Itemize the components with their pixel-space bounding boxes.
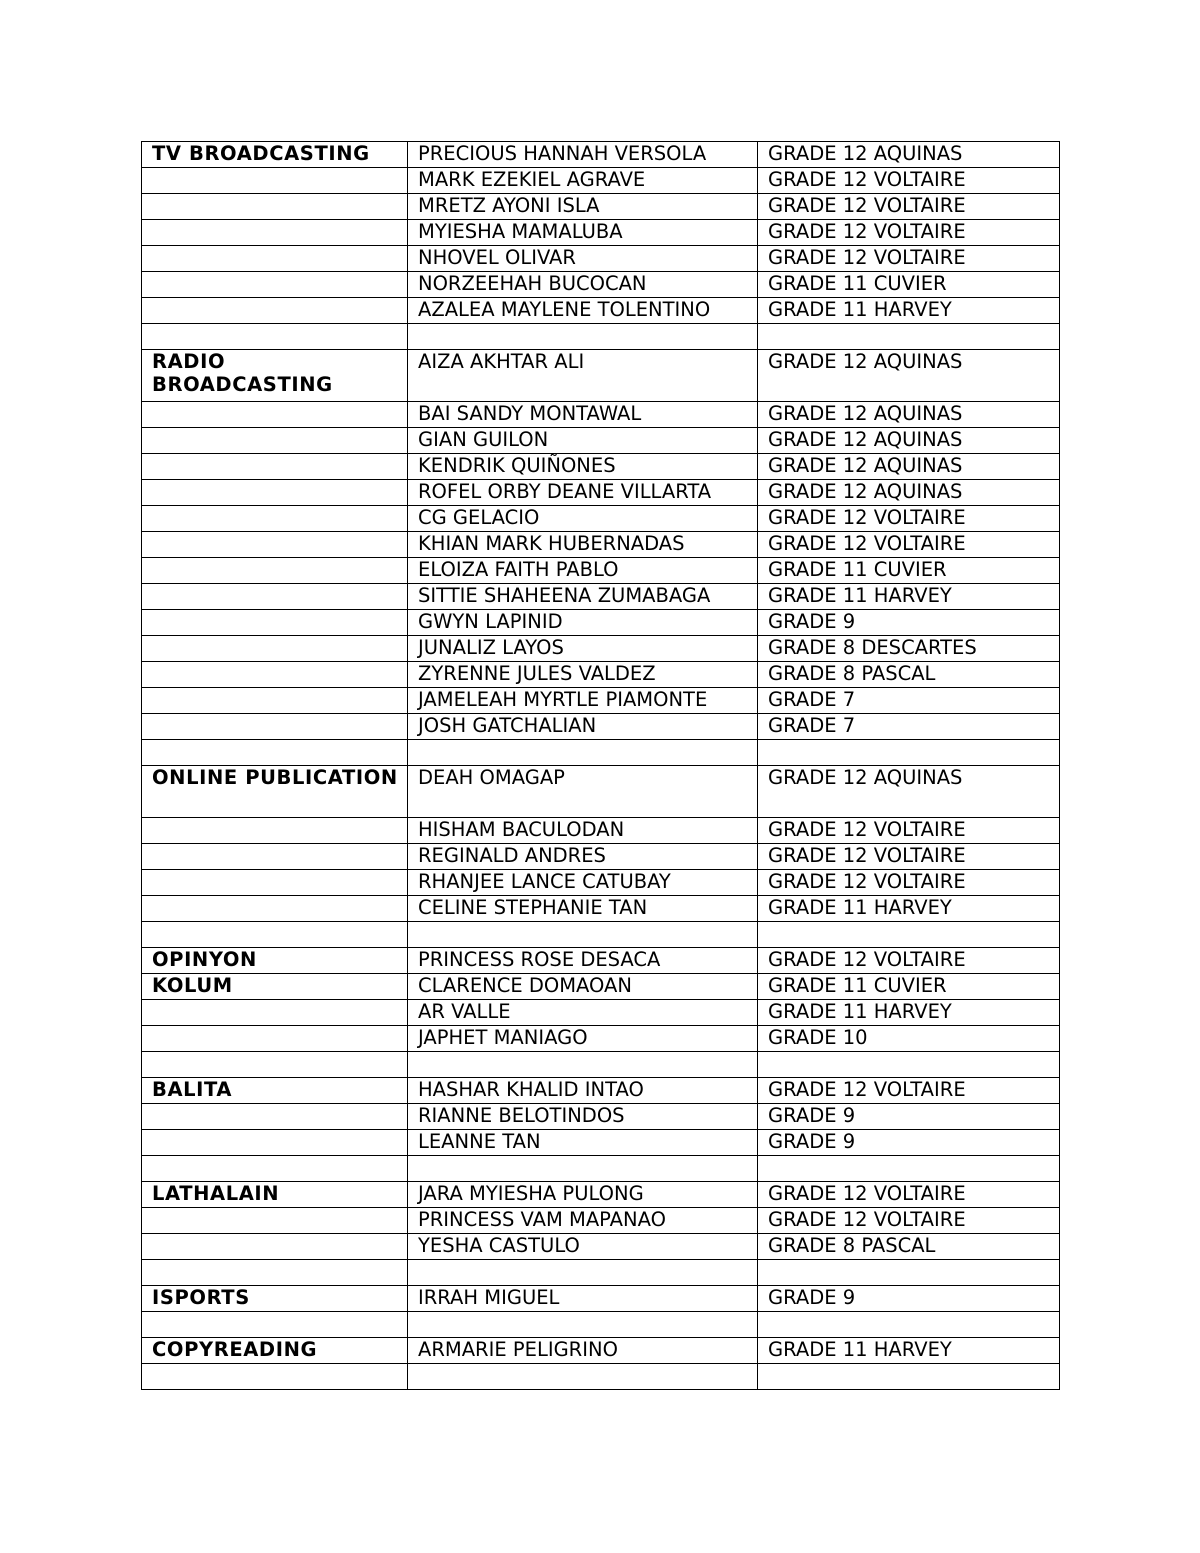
name-cell: PRINCESS ROSE DESACA: [408, 948, 758, 974]
table-row: [142, 220, 1060, 246]
table-row: [142, 766, 1060, 818]
table-row: [142, 142, 1060, 168]
category-cell: [142, 1312, 408, 1338]
table-row: [142, 402, 1060, 428]
category-cell: BALITA: [142, 1078, 408, 1104]
table-row: [142, 870, 1060, 896]
grade-cell: GRADE 9: [758, 610, 1060, 636]
grade-cell: GRADE 12 VOLTAIRE: [758, 1182, 1060, 1208]
grade-cell: GRADE 11 CUVIER: [758, 272, 1060, 298]
category-cell: [142, 714, 408, 740]
grade-cell: GRADE 12 VOLTAIRE: [758, 532, 1060, 558]
category-cell: [142, 636, 408, 662]
name-cell: [408, 740, 758, 766]
grade-cell: [758, 324, 1060, 350]
category-cell: [142, 688, 408, 714]
table-row: [142, 454, 1060, 480]
grade-cell: GRADE 12 VOLTAIRE: [758, 818, 1060, 844]
grade-cell: GRADE 7: [758, 714, 1060, 740]
category-cell: [142, 428, 408, 454]
table-row: [142, 584, 1060, 610]
table-row: [142, 298, 1060, 324]
name-cell: MYIESHA MAMALUBA: [408, 220, 758, 246]
category-cell: [142, 558, 408, 584]
table-row: [142, 818, 1060, 844]
grade-cell: GRADE 12 AQUINAS: [758, 142, 1060, 168]
name-cell: YESHA CASTULO: [408, 1234, 758, 1260]
table-row: [142, 246, 1060, 272]
grade-cell: GRADE 12 VOLTAIRE: [758, 220, 1060, 246]
category-cell: [142, 272, 408, 298]
name-cell: JARA MYIESHA PULONG: [408, 1182, 758, 1208]
name-cell: PRECIOUS HANNAH VERSOLA: [408, 142, 758, 168]
table-row: [142, 1182, 1060, 1208]
table-row: [142, 1026, 1060, 1052]
name-cell: BAI SANDY MONTAWAL: [408, 402, 758, 428]
grade-cell: [758, 1052, 1060, 1078]
grade-cell: GRADE 12 AQUINAS: [758, 480, 1060, 506]
table-row: [142, 168, 1060, 194]
category-cell: [142, 1026, 408, 1052]
name-cell: HASHAR KHALID INTAO: [408, 1078, 758, 1104]
name-cell: RIANNE BELOTINDOS: [408, 1104, 758, 1130]
name-cell: CLARENCE DOMAOAN: [408, 974, 758, 1000]
grade-cell: GRADE 11 CUVIER: [758, 974, 1060, 1000]
category-cell: [142, 1130, 408, 1156]
category-cell: [142, 1234, 408, 1260]
grade-cell: GRADE 12 VOLTAIRE: [758, 168, 1060, 194]
table-row: [142, 948, 1060, 974]
category-cell: [142, 480, 408, 506]
table-row: [142, 714, 1060, 740]
table-row: [142, 194, 1060, 220]
name-cell: [408, 324, 758, 350]
grade-cell: GRADE 11 HARVEY: [758, 1000, 1060, 1026]
category-cell: [142, 1364, 408, 1390]
grade-cell: GRADE 8 PASCAL: [758, 1234, 1060, 1260]
grade-cell: GRADE 12 VOLTAIRE: [758, 1078, 1060, 1104]
grade-cell: GRADE 10: [758, 1026, 1060, 1052]
name-cell: ELOIZA FAITH PABLO: [408, 558, 758, 584]
grade-cell: GRADE 12 VOLTAIRE: [758, 1208, 1060, 1234]
grade-cell: GRADE 12 VOLTAIRE: [758, 506, 1060, 532]
table-row: [142, 1234, 1060, 1260]
name-cell: KENDRIK QUIÑONES: [408, 454, 758, 480]
category-cell: [142, 818, 408, 844]
table-row: [142, 1156, 1060, 1182]
table-row: [142, 662, 1060, 688]
table-row: [142, 1000, 1060, 1026]
name-cell: GIAN GUILON: [408, 428, 758, 454]
table-row: [142, 324, 1060, 350]
grade-cell: GRADE 12 AQUINAS: [758, 428, 1060, 454]
category-cell: TV BROADCASTING: [142, 142, 408, 168]
name-cell: CG GELACIO: [408, 506, 758, 532]
name-cell: ROFEL ORBY DEANE VILLARTA: [408, 480, 758, 506]
category-cell: LATHALAIN: [142, 1182, 408, 1208]
table-row: [142, 1104, 1060, 1130]
category-cell: [142, 246, 408, 272]
category-cell: [142, 1208, 408, 1234]
name-cell: SITTIE SHAHEENA ZUMABAGA: [408, 584, 758, 610]
category-cell: [142, 454, 408, 480]
category-cell: [142, 610, 408, 636]
table-row: [142, 480, 1060, 506]
grade-cell: GRADE 12 VOLTAIRE: [758, 948, 1060, 974]
category-cell: [142, 194, 408, 220]
category-cell: ONLINE PUBLICATION: [142, 766, 408, 818]
category-cell: [142, 1156, 408, 1182]
table-row: [142, 610, 1060, 636]
grade-cell: GRADE 9: [758, 1130, 1060, 1156]
name-cell: JAPHET MANIAGO: [408, 1026, 758, 1052]
grade-cell: [758, 922, 1060, 948]
roster-table: [141, 141, 1060, 1390]
name-cell: NHOVEL OLIVAR: [408, 246, 758, 272]
name-cell: [408, 922, 758, 948]
grade-cell: [758, 1312, 1060, 1338]
table-row: [142, 1338, 1060, 1364]
category-cell: [142, 1052, 408, 1078]
grade-cell: GRADE 12 AQUINAS: [758, 766, 1060, 818]
name-cell: REGINALD ANDRES: [408, 844, 758, 870]
table-row: [142, 506, 1060, 532]
category-cell: [142, 922, 408, 948]
name-cell: PRINCESS VAM MAPANAO: [408, 1208, 758, 1234]
table-row: [142, 636, 1060, 662]
name-cell: DEAH OMAGAP: [408, 766, 758, 818]
category-cell: [142, 584, 408, 610]
name-cell: MARK EZEKIEL AGRAVE: [408, 168, 758, 194]
table-row: [142, 272, 1060, 298]
name-cell: AZALEA MAYLENE TOLENTINO: [408, 298, 758, 324]
grade-cell: GRADE 11 HARVEY: [758, 584, 1060, 610]
name-cell: LEANNE TAN: [408, 1130, 758, 1156]
category-cell: [142, 870, 408, 896]
grade-cell: [758, 1260, 1060, 1286]
category-cell: [142, 324, 408, 350]
category-cell: [142, 662, 408, 688]
category-cell: [142, 506, 408, 532]
name-cell: JOSH GATCHALIAN: [408, 714, 758, 740]
table-row: [142, 1208, 1060, 1234]
name-cell: KHIAN MARK HUBERNADAS: [408, 532, 758, 558]
name-cell: JAMELEAH MYRTLE PIAMONTE: [408, 688, 758, 714]
table-row: [142, 1052, 1060, 1078]
table-row: [142, 688, 1060, 714]
grade-cell: GRADE 11 HARVEY: [758, 896, 1060, 922]
category-cell: [142, 1104, 408, 1130]
grade-cell: [758, 1364, 1060, 1390]
category-cell: [142, 220, 408, 246]
category-cell: [142, 298, 408, 324]
grade-cell: GRADE 8 DESCARTES: [758, 636, 1060, 662]
table-row: [142, 740, 1060, 766]
name-cell: MRETZ AYONI ISLA: [408, 194, 758, 220]
category-cell: [142, 168, 408, 194]
category-cell: KOLUM: [142, 974, 408, 1000]
name-cell: [408, 1052, 758, 1078]
grade-cell: GRADE 8 PASCAL: [758, 662, 1060, 688]
grade-cell: GRADE 11 HARVEY: [758, 298, 1060, 324]
grade-cell: GRADE 11 CUVIER: [758, 558, 1060, 584]
category-cell: [142, 896, 408, 922]
table-row: [142, 1312, 1060, 1338]
name-cell: NORZEEHAH BUCOCAN: [408, 272, 758, 298]
table-row: [142, 922, 1060, 948]
category-cell: [142, 1260, 408, 1286]
grade-cell: GRADE 12 VOLTAIRE: [758, 844, 1060, 870]
category-cell: ISPORTS: [142, 1286, 408, 1312]
grade-cell: GRADE 12 AQUINAS: [758, 402, 1060, 428]
category-cell: [142, 844, 408, 870]
grade-cell: GRADE 11 HARVEY: [758, 1338, 1060, 1364]
table-row: [142, 1364, 1060, 1390]
grade-cell: GRADE 12 AQUINAS: [758, 454, 1060, 480]
category-cell: [142, 740, 408, 766]
table-row: [142, 844, 1060, 870]
category-cell: [142, 532, 408, 558]
grade-cell: GRADE 12 VOLTAIRE: [758, 870, 1060, 896]
grade-cell: GRADE 12 VOLTAIRE: [758, 194, 1060, 220]
grade-cell: [758, 1156, 1060, 1182]
name-cell: AR VALLE: [408, 1000, 758, 1026]
grade-cell: GRADE 12 VOLTAIRE: [758, 246, 1060, 272]
name-cell: [408, 1156, 758, 1182]
table-row: [142, 350, 1060, 402]
table-row: [142, 1130, 1060, 1156]
name-cell: ZYRENNE JULES VALDEZ: [408, 662, 758, 688]
name-cell: [408, 1260, 758, 1286]
grade-cell: GRADE 9: [758, 1286, 1060, 1312]
name-cell: CELINE STEPHANIE TAN: [408, 896, 758, 922]
grade-cell: GRADE 7: [758, 688, 1060, 714]
table-row: [142, 532, 1060, 558]
name-cell: AIZA AKHTAR ALI: [408, 350, 758, 402]
name-cell: ARMARIE PELIGRINO: [408, 1338, 758, 1364]
table-row: [142, 896, 1060, 922]
name-cell: IRRAH MIGUEL: [408, 1286, 758, 1312]
grade-cell: GRADE 9: [758, 1104, 1060, 1130]
table-row: [142, 1078, 1060, 1104]
category-cell: RADIO BROADCASTING: [142, 350, 408, 402]
table-row: [142, 974, 1060, 1000]
table-row: [142, 428, 1060, 454]
category-cell: COPYREADING: [142, 1338, 408, 1364]
name-cell: GWYN LAPINID: [408, 610, 758, 636]
grade-cell: [758, 740, 1060, 766]
roster-body: [142, 142, 1060, 1390]
category-cell: OPINYON: [142, 948, 408, 974]
table-row: [142, 558, 1060, 584]
name-cell: JUNALIZ LAYOS: [408, 636, 758, 662]
category-cell: [142, 402, 408, 428]
table-row: [142, 1286, 1060, 1312]
name-cell: RHANJEE LANCE CATUBAY: [408, 870, 758, 896]
grade-cell: GRADE 12 AQUINAS: [758, 350, 1060, 402]
name-cell: [408, 1364, 758, 1390]
category-cell: [142, 1000, 408, 1026]
name-cell: [408, 1312, 758, 1338]
name-cell: HISHAM BACULODAN: [408, 818, 758, 844]
table-row: [142, 1260, 1060, 1286]
